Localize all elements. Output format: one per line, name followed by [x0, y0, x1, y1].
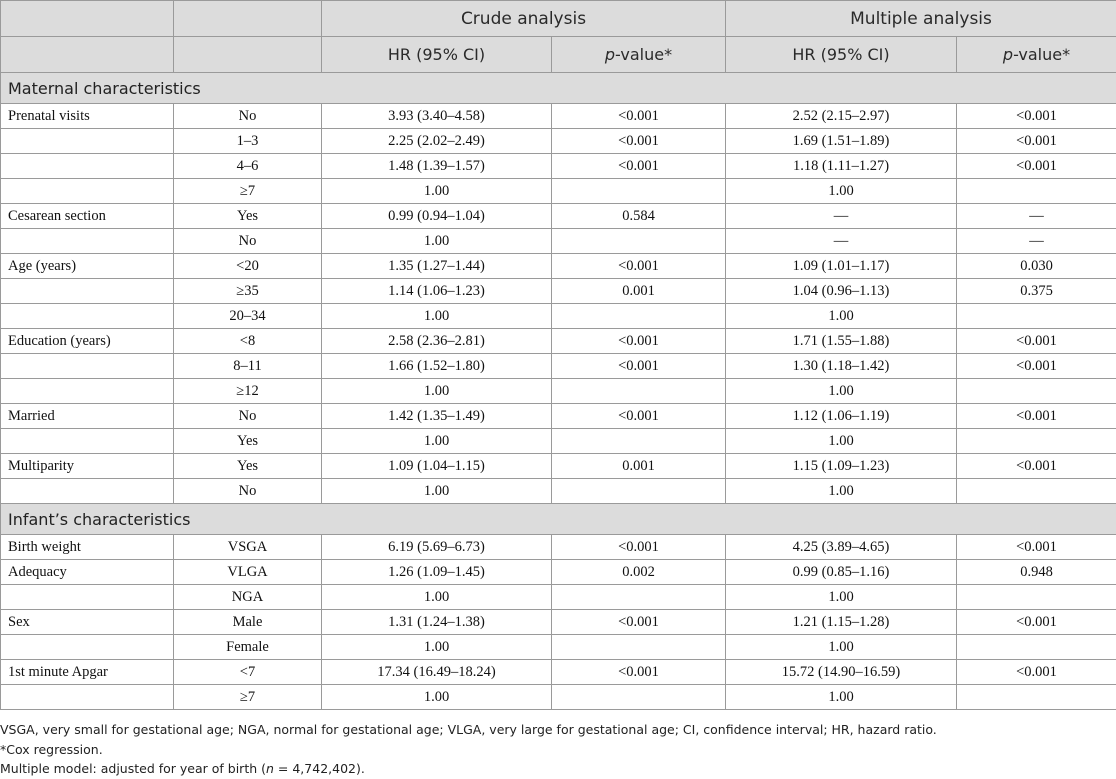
multiple-pvalue-cell: [957, 685, 1116, 710]
footnote-abbreviations: VSGA, very small for gestational age; NGA, normal for gestational age; VLGA, very large for gestational age; CI, confidence interval; HR, hazard ratio.: [0, 722, 937, 737]
multiple-hr-cell: 1.00: [726, 635, 957, 660]
footnote-model-prefix: Multiple model: adjusted for year of birth (: [0, 761, 266, 776]
table-row: [1, 610, 1116, 635]
row-label-cell: Age (years): [1, 254, 174, 279]
row-label-cell: [1, 379, 174, 404]
crude-hr-cell: 2.58 (2.36–2.81): [322, 329, 552, 354]
footnotes: [0, 720, 1116, 779]
multiple-hr-cell: 1.00: [726, 585, 957, 610]
row-label-cell: Prenatal visits: [1, 104, 174, 129]
category-cell: 8–11: [174, 354, 322, 379]
crude-hr-cell: 1.00: [322, 635, 552, 660]
row-label-cell: [1, 304, 174, 329]
crude-hr-cell: 0.99 (0.94–1.04): [322, 204, 552, 229]
crude-pvalue-cell: [552, 685, 726, 710]
crude-pvalue-cell: <0.001: [552, 154, 726, 179]
row-label-cell: [1, 354, 174, 379]
multiple-hr-cell: 1.00: [726, 479, 957, 504]
crude-pvalue-cell: <0.001: [552, 254, 726, 279]
crude-pvalue-cell: [552, 304, 726, 329]
category-cell: ≥12: [174, 379, 322, 404]
crude-pvalue-cell: [552, 379, 726, 404]
multiple-pvalue-cell: <0.001: [957, 329, 1116, 354]
row-label-cell: [1, 179, 174, 204]
crude-pvalue-cell: <0.001: [552, 535, 726, 560]
crude-hr-cell: 2.25 (2.02–2.49): [322, 129, 552, 154]
multiple-hr-cell: 1.69 (1.51–1.89): [726, 129, 957, 154]
footnote-cox: *Cox regression.: [0, 741, 103, 757]
category-cell: NGA: [174, 585, 322, 610]
crude-pvalue-cell: 0.002: [552, 560, 726, 585]
category-cell: <7: [174, 660, 322, 685]
table-row: [1, 304, 1116, 329]
section-row: [1, 504, 1116, 535]
crude-hr-cell: 1.00: [322, 685, 552, 710]
header-blank-4: [174, 37, 322, 73]
row-label-cell: Multiparity: [1, 454, 174, 479]
row-label-cell: [1, 685, 174, 710]
multiple-pvalue-cell: <0.001: [957, 404, 1116, 429]
multiple-pvalue-cell: 0.948: [957, 560, 1116, 585]
header-row-columns: [1, 37, 1116, 73]
multiple-hr-cell: 1.00: [726, 304, 957, 329]
table-row: [1, 329, 1116, 354]
multiple-pvalue-cell: <0.001: [957, 104, 1116, 129]
header-blank-1: [1, 1, 174, 37]
crude-hr-cell: 1.00: [322, 585, 552, 610]
footnote-model: [0, 759, 1116, 779]
multiple-hr-cell: 1.21 (1.15–1.28): [726, 610, 957, 635]
category-cell: VLGA: [174, 560, 322, 585]
multiple-hr-cell: 15.72 (14.90–16.59): [726, 660, 957, 685]
multiple-pvalue-cell: —: [957, 204, 1116, 229]
multiple-pvalue-cell: <0.001: [957, 535, 1116, 560]
crude-hr-cell: 1.00: [322, 429, 552, 454]
crude-pvalue-cell: 0.001: [552, 279, 726, 304]
table-body: [1, 73, 1116, 710]
multiple-hr-cell: 1.18 (1.11–1.27): [726, 154, 957, 179]
table-row: [1, 104, 1116, 129]
multiple-hr-cell: 1.04 (0.96–1.13): [726, 279, 957, 304]
row-label-cell: Cesarean section: [1, 204, 174, 229]
category-cell: No: [174, 479, 322, 504]
multiple-pvalue-header: [957, 37, 1116, 73]
p-italic: p: [1002, 45, 1014, 64]
table-row: [1, 635, 1116, 660]
table-row: [1, 404, 1116, 429]
category-cell: <20: [174, 254, 322, 279]
row-label-cell: Adequacy: [1, 560, 174, 585]
footnote-model-n: n: [266, 761, 274, 776]
row-label-cell: [1, 129, 174, 154]
row-label-cell: [1, 429, 174, 454]
table-row: [1, 129, 1116, 154]
footnote-model-suffix: = 4,742,402).: [273, 761, 365, 776]
crude-pvalue-cell: <0.001: [552, 610, 726, 635]
multiple-hr-cell: 1.00: [726, 179, 957, 204]
header-row-groups: [1, 1, 1116, 37]
multiple-pvalue-cell: [957, 635, 1116, 660]
row-label-cell: [1, 279, 174, 304]
row-label-cell: 1st minute Apgar: [1, 660, 174, 685]
table-row: [1, 229, 1116, 254]
crude-pvalue-cell: [552, 479, 726, 504]
crude-hr-cell: 1.14 (1.06–1.23): [322, 279, 552, 304]
multiple-pvalue-cell: <0.001: [957, 154, 1116, 179]
multiple-hr-cell: 1.09 (1.01–1.17): [726, 254, 957, 279]
multiple-pvalue-cell: <0.001: [957, 454, 1116, 479]
multiple-pvalue-cell: [957, 429, 1116, 454]
category-cell: 4–6: [174, 154, 322, 179]
category-cell: Male: [174, 610, 322, 635]
category-cell: VSGA: [174, 535, 322, 560]
table-row: [1, 254, 1116, 279]
table-row: [1, 454, 1116, 479]
multiple-hr-cell: —: [726, 229, 957, 254]
table-row: [1, 204, 1116, 229]
p-suffix: -value*: [1013, 45, 1071, 64]
multiple-hr-cell: 1.30 (1.18–1.42): [726, 354, 957, 379]
crude-hr-cell: 1.48 (1.39–1.57): [322, 154, 552, 179]
crude-pvalue-cell: <0.001: [552, 104, 726, 129]
crude-pvalue-cell: 0.001: [552, 454, 726, 479]
crude-hr-cell: 1.00: [322, 304, 552, 329]
table-row: [1, 479, 1116, 504]
p-italic: p: [604, 45, 616, 64]
table-row: [1, 429, 1116, 454]
multiple-pvalue-cell: [957, 479, 1116, 504]
crude-pvalue-cell: <0.001: [552, 660, 726, 685]
crude-pvalue-cell: <0.001: [552, 329, 726, 354]
category-cell: No: [174, 104, 322, 129]
crude-pvalue-cell: <0.001: [552, 354, 726, 379]
multiple-hr-cell: 1.00: [726, 379, 957, 404]
crude-hr-cell: 1.00: [322, 479, 552, 504]
category-cell: Yes: [174, 204, 322, 229]
row-label-cell: [1, 635, 174, 660]
multiple-pvalue-cell: [957, 379, 1116, 404]
multiple-pvalue-cell: 0.375: [957, 279, 1116, 304]
category-cell: ≥7: [174, 179, 322, 204]
multiple-pvalue-cell: —: [957, 229, 1116, 254]
category-cell: ≥35: [174, 279, 322, 304]
header-blank-3: [1, 37, 174, 73]
table-row: [1, 379, 1116, 404]
table-row: [1, 660, 1116, 685]
multiple-pvalue-cell: 0.030: [957, 254, 1116, 279]
multiple-hr-cell: 1.12 (1.06–1.19): [726, 404, 957, 429]
section-row: [1, 73, 1116, 104]
multiple-hr-cell: —: [726, 204, 957, 229]
row-label-cell: Education (years): [1, 329, 174, 354]
crude-pvalue-cell: [552, 179, 726, 204]
table-row: [1, 685, 1116, 710]
crude-hr-cell: 6.19 (5.69–6.73): [322, 535, 552, 560]
row-label-cell: [1, 154, 174, 179]
table-row: [1, 279, 1116, 304]
crude-analysis-header: Crude analysis: [322, 1, 726, 37]
crude-hr-cell: 3.93 (3.40–4.58): [322, 104, 552, 129]
row-label-cell: Birth weight: [1, 535, 174, 560]
category-cell: Yes: [174, 429, 322, 454]
crude-pvalue-cell: <0.001: [552, 404, 726, 429]
crude-hr-cell: 1.00: [322, 229, 552, 254]
multiple-pvalue-cell: <0.001: [957, 129, 1116, 154]
category-cell: Yes: [174, 454, 322, 479]
table-row: [1, 154, 1116, 179]
multiple-hr-cell: 2.52 (2.15–2.97): [726, 104, 957, 129]
multiple-pvalue-cell: [957, 179, 1116, 204]
header-blank-2: [174, 1, 322, 37]
crude-hr-cell: 1.31 (1.24–1.38): [322, 610, 552, 635]
section-title: Infant’s characteristics: [1, 504, 1116, 535]
table-row: [1, 179, 1116, 204]
crude-hr-cell: 1.35 (1.27–1.44): [322, 254, 552, 279]
crude-pvalue-cell: <0.001: [552, 129, 726, 154]
row-label-cell: Sex: [1, 610, 174, 635]
table-row: [1, 585, 1116, 610]
multiple-hr-header: HR (95% CI): [726, 37, 957, 73]
category-cell: No: [174, 229, 322, 254]
crude-pvalue-cell: 0.584: [552, 204, 726, 229]
category-cell: 20–34: [174, 304, 322, 329]
multiple-pvalue-cell: <0.001: [957, 610, 1116, 635]
section-title: Maternal characteristics: [1, 73, 1116, 104]
multiple-pvalue-cell: [957, 585, 1116, 610]
table-row: [1, 560, 1116, 585]
category-cell: No: [174, 404, 322, 429]
row-label-cell: Married: [1, 404, 174, 429]
multiple-hr-cell: 1.15 (1.09–1.23): [726, 454, 957, 479]
crude-pvalue-cell: [552, 635, 726, 660]
crude-pvalue-cell: [552, 429, 726, 454]
multiple-pvalue-cell: <0.001: [957, 660, 1116, 685]
multiple-hr-cell: 4.25 (3.89–4.65): [726, 535, 957, 560]
p-suffix: -value*: [615, 45, 673, 64]
category-cell: Female: [174, 635, 322, 660]
crude-pvalue-header: [552, 37, 726, 73]
crude-pvalue-cell: [552, 585, 726, 610]
crude-hr-cell: 1.09 (1.04–1.15): [322, 454, 552, 479]
multiple-hr-cell: 0.99 (0.85–1.16): [726, 560, 957, 585]
row-label-cell: [1, 229, 174, 254]
crude-pvalue-cell: [552, 229, 726, 254]
crude-hr-header: HR (95% CI): [322, 37, 552, 73]
table-row: [1, 535, 1116, 560]
crude-hr-cell: 17.34 (16.49–18.24): [322, 660, 552, 685]
category-cell: ≥7: [174, 685, 322, 710]
multiple-hr-cell: 1.71 (1.55–1.88): [726, 329, 957, 354]
multiple-analysis-header: Multiple analysis: [726, 1, 1116, 37]
row-label-cell: [1, 479, 174, 504]
multiple-hr-cell: 1.00: [726, 429, 957, 454]
crude-hr-cell: 1.00: [322, 179, 552, 204]
multiple-pvalue-cell: <0.001: [957, 354, 1116, 379]
table-row: [1, 354, 1116, 379]
crude-hr-cell: 1.66 (1.52–1.80): [322, 354, 552, 379]
multiple-pvalue-cell: [957, 304, 1116, 329]
multiple-hr-cell: 1.00: [726, 685, 957, 710]
category-cell: <8: [174, 329, 322, 354]
row-label-cell: [1, 585, 174, 610]
crude-hr-cell: 1.26 (1.09–1.45): [322, 560, 552, 585]
crude-hr-cell: 1.42 (1.35–1.49): [322, 404, 552, 429]
crude-hr-cell: 1.00: [322, 379, 552, 404]
category-cell: 1–3: [174, 129, 322, 154]
